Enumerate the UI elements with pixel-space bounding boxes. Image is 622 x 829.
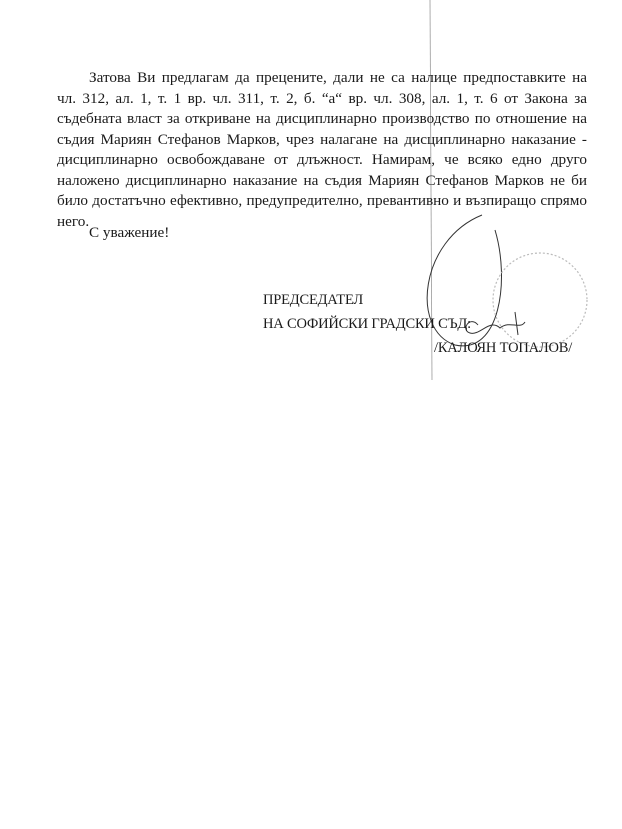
body-line: чл. 312, ал. 1, т. 1 вр. чл. 311, т. 2, б. “а“ вр. чл. 308, ал. 1, т. 6 от Закона за	[57, 89, 587, 107]
body-line: съдия Мариян Стефанов Марков, чрез налагане на дисциплинарно наказание -	[57, 130, 587, 148]
body-line: него.	[57, 212, 90, 230]
body-line: съдебната власт за откриване на дисциплинарно производство по отношение на	[57, 110, 587, 127]
body-line: дисциплинарно освобождаване от длъжност. Намирам, че всяко едно друго	[57, 151, 587, 168]
body-line: наложено дисциплинарно наказание на съдия Мариян Стефанов Марков не би	[57, 171, 587, 189]
signatory-title: ПРЕДСЕДАТЕЛ	[263, 292, 364, 308]
letter-body	[57, 68, 587, 232]
body-line: Затова Ви предлагам да прецените, дали не са налице предпоставките на	[89, 69, 587, 86]
body-line: било достатъчно ефективно, предупредително, превантивно и възпиращо спрямо	[57, 192, 587, 209]
signatory-name: /КАЛОЯН ТОПАЛОВ/	[434, 340, 573, 356]
closing: С уважение!	[89, 224, 170, 241]
court-seal	[493, 253, 587, 347]
signatory-court: НА СОФИЙСКИ ГРАДСКИ СЪД:	[263, 316, 471, 332]
